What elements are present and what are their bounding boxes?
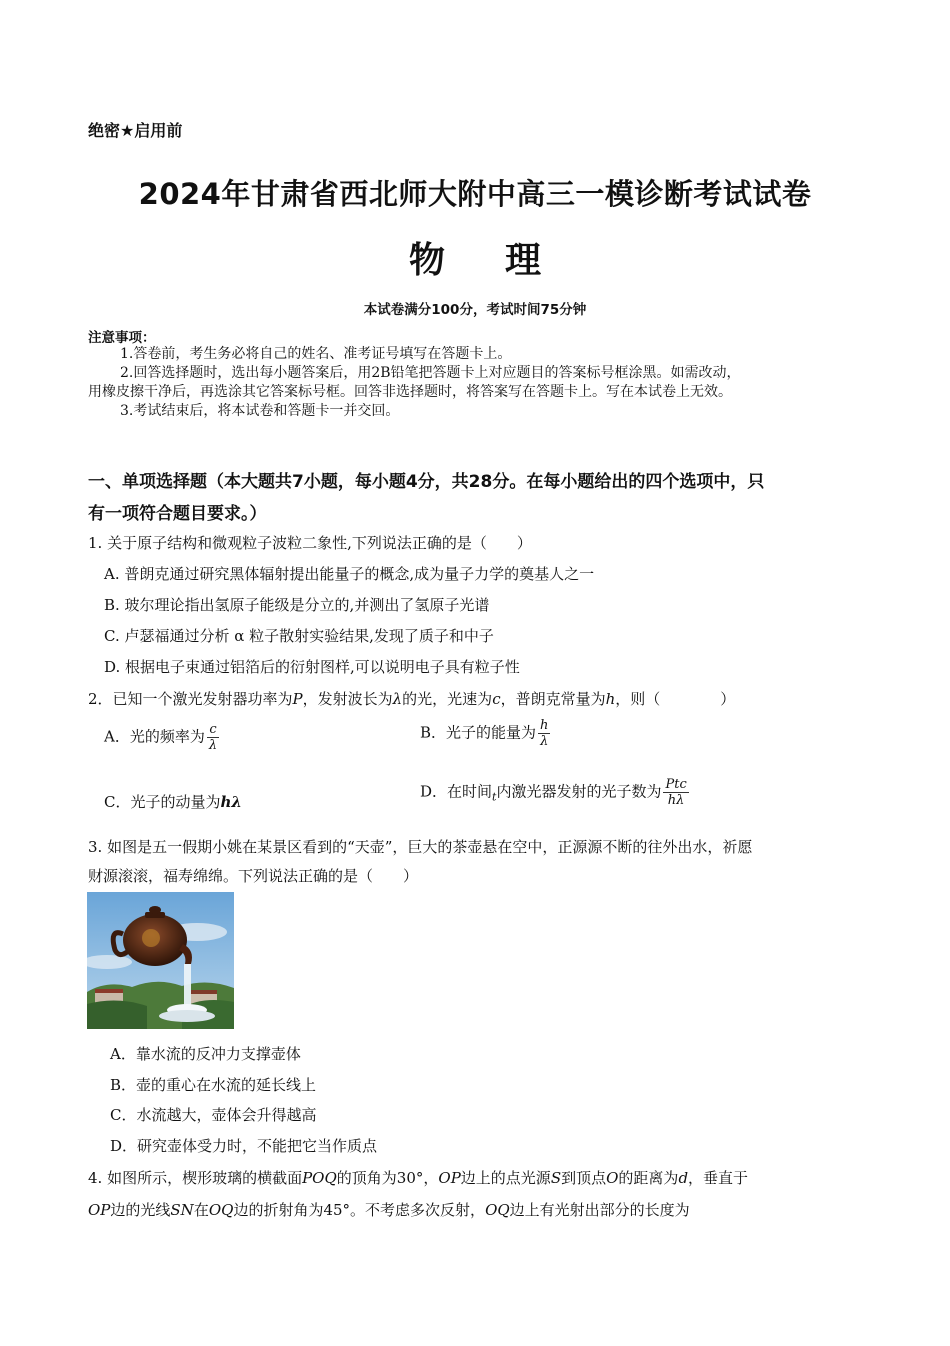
notice-item-1: 1.答卷前，考生务必将自己的姓名、准考证号填写在答题卡上。 — [120, 346, 512, 362]
notice-item-3: 3.考试结束后，将本试卷和答题卡一并交回。 — [120, 403, 400, 419]
subject-title: 物理 — [408, 240, 601, 281]
q2-option-c: C．光子的动量为hλ — [104, 793, 242, 811]
q2-option-b: B．光子的能量为 $\frac{h}{\lambda}$ — [420, 718, 549, 749]
notice-item-2-line-1: 2.回答选择题时，选出每小题答案后，用2B铅笔把答题卡上对应题目的答案标号框涂黑。如需改动， — [120, 365, 741, 381]
notice-item-2-line-2: 用橡皮擦干净后，再选涂其它答案标号框。回答非选择题时，将答案写在答题卡上。写在本试卷上无效。 — [88, 384, 732, 400]
q3-option-d: D．研究壶体受力时，不能把它当作质点 — [110, 1137, 378, 1155]
confidential-mark: 绝密★启用前 — [88, 121, 183, 140]
q1-option-a: A. 普朗克通过研究黑体辐射提出能量子的概念,成为量子力学的奠基人之一 — [104, 565, 595, 583]
q3-stem-line-2: 财源滚滚，福寿绵绵。下列说法正确的是（ ） — [88, 867, 419, 885]
q2-option-a: A．光的频率为 $\frac{c}{\lambda}$ — [104, 722, 218, 753]
q3-option-b: B．壶的重心在水流的延长线上 — [110, 1076, 317, 1094]
fraction: $\frac{h}{\lambda}$ — [540, 718, 549, 749]
q1-option-b: B. 玻尔理论指出氢原子能级是分立的,并测出了氢原子光谱 — [104, 596, 490, 614]
q2-option-d: D．在时间$_t$内激光器发射的光子数为 $\frac{\text{Ptc}}{h\lambda}$ — [420, 777, 687, 808]
teapot-fountain-photo — [87, 892, 234, 1029]
q1-stem: 1. 关于原子结构和微观粒子波粒二象性,下列说法正确的是（ ） — [88, 534, 532, 552]
var-lambda: λ — [392, 690, 403, 708]
score-time-line: 本试卷满分100分，考试时间75分钟 — [363, 302, 587, 318]
q2-stem: 2．已知一个激光发射器功率为P，发射波长为λ的光，光速为c，普朗克常量为h，则（ ） — [88, 690, 736, 708]
q4-stem-line-1: 4. 如图所示，楔形玻璃的横截面POQ的顶角为30°，OP边上的点光源S到顶点O的距离为d，垂直于 — [88, 1169, 749, 1187]
var-h: h — [605, 690, 616, 708]
q3-option-c: C．水流越大，壶体会升得越高 — [110, 1106, 317, 1124]
var-p: P — [292, 690, 303, 708]
section-1-heading-line-1: 一、单项选择题（本大题共7小题，每小题4分，共28分。在每小题给出的四个选项中，只 — [88, 472, 765, 492]
q1-option-c: C. 卢瑟福通过分析 α 粒子散射实验结果,发现了质子和中子 — [104, 627, 494, 645]
exam-title: 2024年甘肃省西北师大附中高三一模诊断考试试卷 — [138, 177, 812, 211]
var-c: c — [492, 690, 501, 708]
fraction: $\frac{\text{Ptc}}{h\lambda}$ — [665, 777, 687, 808]
section-1-heading-line-2: 有一项符合题目要求。） — [88, 504, 267, 524]
q1-option-d: D. 根据电子束通过铝箔后的衍射图样,可以说明电子具有粒子性 — [104, 658, 520, 676]
q3-option-a: A．靠水流的反冲力支撑壶体 — [110, 1045, 301, 1063]
fraction: $\frac{c}{\lambda}$ — [208, 722, 218, 753]
q4-stem-line-2: OP边的光线SN在OQ边的折射角为45°。不考虑多次反射，OQ边上有光射出部分的长度为 — [88, 1201, 690, 1219]
q3-stem-line-1: 3. 如图是五一假期小姚在某景区看到的“天壶”，巨大的茶壶悬在空中，正源源不断的往外出水，祈愿 — [88, 838, 753, 856]
teapot-photo-illustration — [87, 892, 234, 1029]
notice-heading: 注意事项： — [88, 330, 156, 346]
